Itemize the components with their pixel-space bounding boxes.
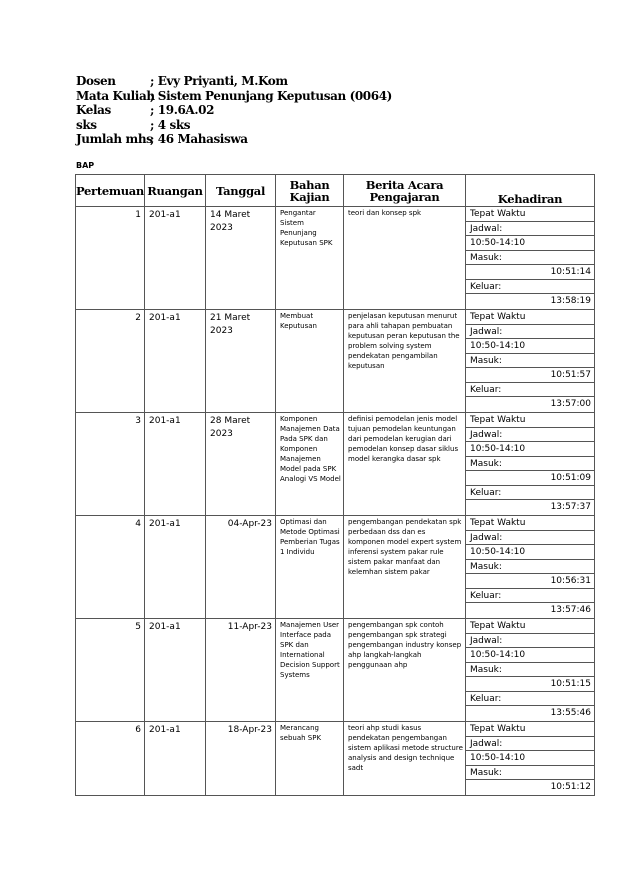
- header-row-jumlah-mhs: [76, 132, 392, 147]
- ruangan-cell: 201-a1: [145, 722, 206, 796]
- masuk-value: 10:51:15: [466, 677, 594, 692]
- jadwal-value: 10:50-14:10: [466, 545, 594, 560]
- table-header-row: [76, 175, 595, 207]
- berita-cell: teori ahp studi kasus pendekatan pengembangan sistem aplikasi metode structure analysis and design technique sadt: [344, 722, 466, 796]
- keluar-value: 13:57:00: [550, 399, 591, 409]
- tanggal-cell: 18-Apr-23: [206, 722, 276, 796]
- status-line: Tepat Waktu: [466, 310, 594, 325]
- tanggal-cell: 04-Apr-23: [206, 516, 276, 619]
- jadwal-label: Jadwal:: [466, 737, 594, 752]
- header-label: Kelas: [76, 103, 111, 117]
- pertemuan-cell: 1: [76, 207, 145, 310]
- berita-cell: penjelasan keputusan menurut para ahli tahapan pembuatan keputusan peran keputusan the problem solving system pendekatan pengambilan keputusan: [344, 310, 466, 413]
- ruangan-cell: 201-a1: [145, 619, 206, 722]
- masuk-value: 10:51:12: [550, 782, 591, 792]
- masuk-label: Masuk:: [466, 354, 594, 369]
- masuk-label: Masuk:: [466, 251, 594, 266]
- table-row: [76, 619, 595, 722]
- header-value: ; Evy Priyanti, M.Kom: [150, 74, 288, 88]
- jadwal-value: 10:50-14:10: [466, 236, 594, 251]
- header-row-kelas: [76, 103, 392, 118]
- bahan-cell: Pengantar Sistem Penunjang Keputusan SPK: [276, 207, 344, 310]
- status-line: Tepat Waktu: [466, 619, 594, 634]
- bahan-cell: Komponen Manajemen Data Pada SPK dan Komponen Manajemen Model pada SPK Analogi VS Model: [276, 413, 344, 516]
- pertemuan-cell: 4: [76, 516, 145, 619]
- table-row: [76, 722, 595, 796]
- berita-cell: pengembangan pendekatan spk perbedaan dss dan es komponen model expert system inferensi system pakar rule sistem pakar manfaat dan kelemhan sistem pakar: [344, 516, 466, 619]
- table-row: [76, 413, 595, 516]
- col-bahan-kajian: Bahan Kajian: [276, 175, 344, 207]
- table-row: [76, 207, 595, 310]
- jadwal-value: 10:50-14:10: [466, 648, 594, 663]
- masuk-label: Masuk:: [466, 766, 594, 781]
- header-value: ; 46 Mahasiswa: [150, 132, 248, 146]
- ruangan-cell: 201-a1: [145, 516, 206, 619]
- tanggal-cell: 21 Maret 2023: [206, 310, 276, 413]
- ruangan-cell: 201-a1: [145, 310, 206, 413]
- kehadiran-cell: [466, 310, 595, 413]
- pertemuan-cell: 5: [76, 619, 145, 722]
- ruangan-cell: 201-a1: [145, 413, 206, 516]
- header-value: ; 4 sks: [150, 117, 191, 132]
- keluar-label: Keluar:: [466, 383, 594, 398]
- keluar-value: 13:58:19: [550, 296, 591, 306]
- bap-table: [75, 174, 595, 796]
- col-kehadiran: Kehadiran: [466, 175, 595, 207]
- kehadiran-cell: [466, 619, 595, 722]
- masuk-value: 10:56:31: [466, 574, 594, 589]
- header-label: Mata Kuliah: [76, 88, 155, 103]
- bahan-cell: Optimasi dan Metode Optimasi Pemberian Tugas 1 Individu: [276, 516, 344, 619]
- keluar-label: Keluar:: [466, 486, 594, 501]
- kehadiran-cell: [466, 722, 595, 796]
- jadwal-label: Jadwal:: [466, 634, 594, 649]
- tanggal-cell: 11-Apr-23: [206, 619, 276, 722]
- pertemuan-cell: 2: [76, 310, 145, 413]
- course-header: [76, 74, 392, 147]
- bahan-cell: Membuat Keputusan: [276, 310, 344, 413]
- masuk-label: Masuk:: [466, 457, 594, 472]
- masuk-value: 10:51:09: [466, 471, 594, 486]
- header-value: ; Sistem Penunjang Keputusan (0064): [150, 88, 392, 103]
- status-line: Tepat Waktu: [466, 516, 594, 531]
- bap-label: BAP: [76, 161, 95, 170]
- keluar-label: Keluar:: [466, 589, 594, 604]
- keluar-label: Keluar:: [466, 280, 594, 295]
- pertemuan-cell: 3: [76, 413, 145, 516]
- jadwal-label: Jadwal:: [466, 325, 594, 340]
- tanggal-cell: 28 Maret 2023: [206, 413, 276, 516]
- keluar-value: 13:57:37: [550, 502, 591, 512]
- col-ruangan: Ruangan: [145, 175, 206, 207]
- jadwal-label: Jadwal:: [466, 531, 594, 546]
- bahan-cell: Merancang sebuah SPK: [276, 722, 344, 796]
- header-row-dosen: [76, 74, 392, 89]
- masuk-value: 10:51:57: [466, 368, 594, 383]
- col-pertemuan: Pertemuan: [76, 175, 145, 207]
- table-row: [76, 310, 595, 413]
- table-row: [76, 516, 595, 619]
- berita-cell: pengembangan spk contoh pengembangan spk strategi pengembangan industry konsep ahp langkah-langkah penggunaan ahp: [344, 619, 466, 722]
- header-row-mata-kuliah: [76, 89, 392, 104]
- jadwal-label: Jadwal:: [466, 428, 594, 443]
- jadwal-value: 10:50-14:10: [466, 751, 594, 766]
- kehadiran-cell: [466, 207, 595, 310]
- col-tanggal: Tanggal: [206, 175, 276, 207]
- masuk-label: Masuk:: [466, 663, 594, 678]
- jadwal-value: 10:50-14:10: [466, 339, 594, 354]
- col-berita-acara: Berita Acara Pengajaran: [344, 175, 466, 207]
- keluar-value: 13:57:46: [550, 605, 591, 615]
- tanggal-cell: 14 Maret 2023: [206, 207, 276, 310]
- header-row-sks: [76, 118, 392, 133]
- berita-cell: definisi pemodelan jenis model tujuan pemodelan keuntungan dari pemodelan kerugian dari pemodelan konsep dasar siklus model kerangka dasar spk: [344, 413, 466, 516]
- pertemuan-cell: 6: [76, 722, 145, 796]
- bahan-cell: Manajemen User Interface pada SPK dan International Decision Support Systems: [276, 619, 344, 722]
- table-body: [76, 207, 595, 796]
- header-label: Jumlah mhs: [76, 132, 153, 146]
- kehadiran-cell: [466, 516, 595, 619]
- jadwal-value: 10:50-14:10: [466, 442, 594, 457]
- status-line: Tepat Waktu: [466, 207, 594, 222]
- header-label: sks: [76, 117, 97, 132]
- keluar-label: Keluar:: [466, 692, 594, 707]
- berita-cell: teori dan konsep spk: [344, 207, 466, 310]
- status-line: Tepat Waktu: [466, 722, 594, 737]
- kehadiran-cell: [466, 413, 595, 516]
- masuk-value: 10:51:14: [466, 265, 594, 280]
- status-line: Tepat Waktu: [466, 413, 594, 428]
- header-label: Dosen: [76, 74, 116, 88]
- jadwal-label: Jadwal:: [466, 222, 594, 237]
- header-value: ; 19.6A.02: [150, 103, 215, 117]
- ruangan-cell: 201-a1: [145, 207, 206, 310]
- keluar-value: 13:55:46: [550, 708, 591, 718]
- masuk-label: Masuk:: [466, 560, 594, 575]
